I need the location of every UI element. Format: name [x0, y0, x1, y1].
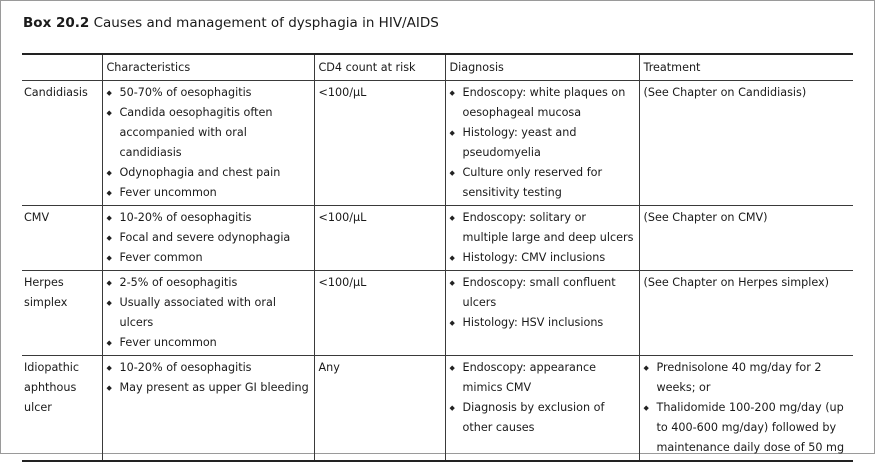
table-row [22, 206, 853, 271]
row-name: Herpes simplex [22, 271, 102, 356]
list-item: ◆ Prednisolone 40 mg/day for 2 weeks; or [642, 358, 850, 398]
diagnosis-cell [445, 206, 639, 271]
characteristics-cell [102, 81, 314, 206]
list-item: ◆ Usually associated with oral ulcers [105, 293, 310, 333]
list-item: ◆ 2-5% of oesophagitis [105, 273, 310, 293]
list-item: ◆ Focal and severe odynophagia [105, 228, 310, 248]
treatment-cell [639, 356, 853, 462]
row-name: Candidiasis [22, 81, 102, 206]
characteristics-cell [102, 206, 314, 271]
header-empty [22, 54, 102, 81]
list-item: ◆ Endoscopy: white plaques on oesophageal mucosa [448, 83, 635, 123]
box-caption [23, 15, 439, 31]
list-item: ◆ May present as upper GI bleeding [105, 378, 310, 398]
header-treatment: Treatment [643, 61, 701, 74]
row-name: CMV [22, 206, 102, 271]
header-characteristics: Characteristics [102, 54, 314, 81]
cd4-cell: <100/µL [314, 81, 445, 206]
list-item: ◆ Endoscopy: appearance mimics CMV [448, 358, 635, 398]
list-item: ◆ Thalidomide 100-200 mg/day (up to 400-600 mg/day) followed by maintenance daily dose of 50 mg [642, 398, 850, 458]
header-diagnosis: Diagnosis [445, 54, 639, 81]
list-item: ◆ Odynophagia and chest pain [105, 163, 310, 183]
table-row [22, 271, 853, 356]
dysphagia-table [22, 53, 853, 462]
list-item: ◆ Endoscopy: small confluent ulcers [448, 273, 635, 313]
list-item: ◆ Diagnosis by exclusion of other causes [448, 398, 635, 438]
list-item: ◆ Endoscopy: solitary or multiple large and deep ulcers [448, 208, 635, 248]
cd4-cell: Any [314, 356, 445, 462]
header-row [22, 54, 853, 81]
header-cd4: CD4 count at risk [314, 54, 445, 81]
list-item: ◆ Fever common [105, 248, 310, 268]
list-item: ◆ 50-70% of oesophagitis [105, 83, 310, 103]
characteristics-cell [102, 356, 314, 462]
cd4-cell: <100/µL [314, 206, 445, 271]
diagnosis-cell [445, 81, 639, 206]
treatment-cell: (See Chapter on Herpes simplex) [643, 276, 830, 289]
list-item: ◆ Histology: CMV inclusions [448, 248, 635, 268]
list-item: ◆ Histology: HSV inclusions [448, 313, 635, 333]
list-item: ◆ Candida oesophagitis often accompanied with oral candidiasis [105, 103, 310, 163]
list-item: ◆ 10-20% of oesophagitis [105, 208, 310, 228]
table-row [22, 81, 853, 206]
list-item: ◆ Culture only reserved for sensitivity testing [448, 163, 635, 203]
list-item: ◆ Histology: yeast and pseudomyelia [448, 123, 635, 163]
list-item: ◆ Fever uncommon [105, 333, 310, 353]
characteristics-cell [102, 271, 314, 356]
row-name: Idiopathic aphthous ulcer [22, 356, 102, 462]
cd4-cell: <100/µL [314, 271, 445, 356]
treatment-cell: (See Chapter on Candidiasis) [643, 86, 807, 99]
treatment-cell: (See Chapter on CMV) [643, 211, 768, 224]
list-item: ◆ 10-20% of oesophagitis [105, 358, 310, 378]
diagnosis-cell [445, 271, 639, 356]
box-title: Causes and management of dysphagia in HIV/AIDS [93, 15, 439, 31]
table-row [22, 356, 853, 462]
box-label: Box 20.2 [23, 15, 90, 31]
list-item: ◆ Fever uncommon [105, 183, 310, 203]
diagnosis-cell [445, 356, 639, 462]
